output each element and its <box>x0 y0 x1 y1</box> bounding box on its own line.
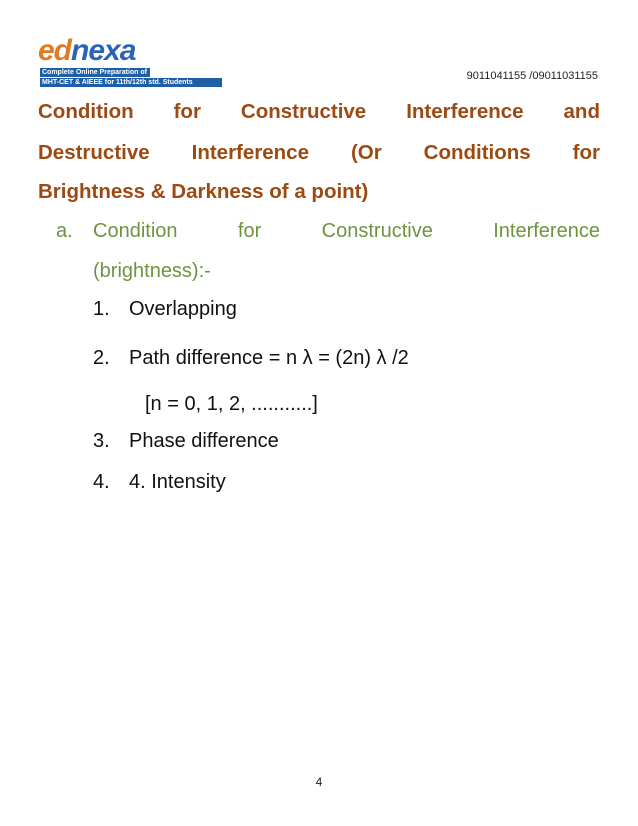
heading-word: and <box>563 100 600 123</box>
logo-ed: ed <box>38 34 72 67</box>
heading-word: Interference <box>406 100 524 123</box>
heading-line-2 <box>38 141 600 165</box>
list-item-text: Phase difference <box>129 430 279 452</box>
sub-heading-word: Condition <box>93 220 178 242</box>
list-item <box>93 471 226 494</box>
list-item-number: 4. <box>93 471 110 493</box>
sub-item-a-continuation: (brightness):- <box>93 260 211 282</box>
logo-tagline-1: Complete Online Preparation of <box>40 68 150 77</box>
heading-word: (Or <box>350 141 382 164</box>
heading-word: Conditions <box>423 141 531 164</box>
heading-word: Interference <box>191 141 309 164</box>
heading-word: for <box>173 100 201 123</box>
heading-word: Constructive <box>240 100 367 123</box>
list-item-text: Overlapping <box>129 298 237 320</box>
logo-wordmark <box>38 36 135 66</box>
sub-item-a-label: a. <box>56 220 73 242</box>
heading-line-3: Brightness & Darkness of a point) <box>38 180 369 203</box>
sub-heading-word: for <box>237 220 262 242</box>
page-number: 4 <box>315 775 323 789</box>
sub-item-a-heading <box>93 220 600 243</box>
contact-phone: 9011041155 /09011031155 <box>466 70 598 82</box>
list-item <box>93 347 409 370</box>
list-item <box>93 298 237 321</box>
list-item <box>93 430 279 453</box>
sub-heading-word: Constructive <box>321 220 433 242</box>
list-item-number: 2. <box>93 347 110 369</box>
list-item-number: 3. <box>93 430 110 452</box>
logo-nexa: nexa <box>71 34 136 67</box>
list-item-text: Path difference = n λ = (2n) λ /2 <box>129 347 409 369</box>
ednexa-logo <box>38 34 228 86</box>
sub-heading-word: Interference <box>493 220 600 242</box>
list-item-text: 4. Intensity <box>129 471 226 493</box>
list-item-2-note: [n = 0, 1, 2, ...........] <box>145 393 318 415</box>
heading-word: for <box>572 141 600 164</box>
heading-word: Destructive <box>38 141 150 164</box>
logo-tagline-2: MHT-CET & AIEEE for 11th/12th std. Students <box>40 78 222 87</box>
heading-line-1 <box>38 100 600 124</box>
list-item-number: 1. <box>93 298 110 320</box>
heading-word: Condition <box>38 100 134 123</box>
